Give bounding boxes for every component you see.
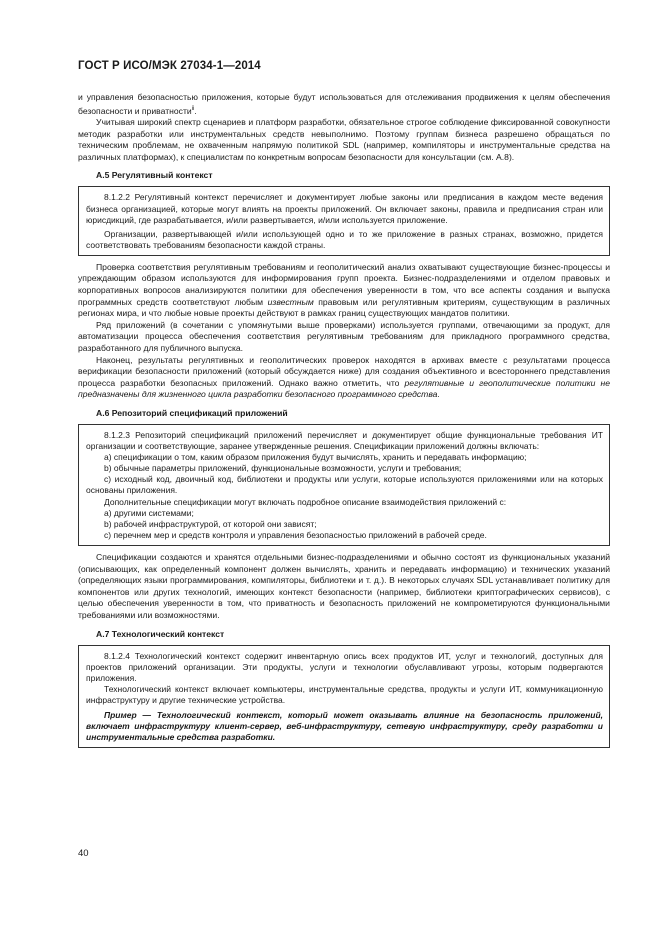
page-header: ГОСТ Р ИСО/МЭК 27034-1—2014 [78, 60, 261, 72]
list-item: a) другими системами; [104, 507, 194, 518]
list-item: c) перечнем мер и средств контроля и управления безопасностью приложений в рабочей среде. [104, 529, 487, 540]
section-heading-a7: А.7 Технологический контекст [96, 628, 225, 639]
list-item: c) исходный код, двоичный код, библиотеки и продукты или услуги, которые используются приложениями или на которых основаны приложения. [86, 474, 603, 496]
box-paragraph: Дополнительные спецификации могут включать подробное описание взаимодействия приложений с: [104, 496, 507, 507]
list-item: a) спецификации о том, каким образом приложения будут вычислять, хранить и передавать информацию; [104, 452, 527, 463]
box-paragraph: 8.1.2.2 Регулятивный контекст перечисляет и документирует любые законы или предписания в каждом месте ведения бизнеса организацией, которые могут влиять на проекты приложений. Он включает законы, правила и предписания стран или юрисдикций, где разрабатывается, и/или развертывается, и/или используется приложение. [86, 192, 603, 225]
page-content [78, 92, 610, 754]
box-paragraph: 8.1.2.4 Технологический контекст содержит инвентарную опись всех продуктов ИТ, услуг и технологий, доступных для проектов приложений организации. Эти продукты, услуги и технологии обуславливают угрозы, которым подвергаются приложения. [86, 650, 603, 683]
box-paragraph: Технологический контекст включает компьютеры, инструментальные средства, продукты и услуги ИТ, коммуникационную инфраструктуру и другие технические устройства. [86, 683, 603, 705]
paragraph: Учитывая широкий спектр сценариев и платформ разработки, обязательное строгое соблюдение фиксированной совокупности методик разработки или инструментальных средств невыполнимо. Поэтому группам бизнеса разрешено обращаться по техническим проблемам, не охваченным напрямую политикой SDL (например, компиляторы и инструментальные средства на различных платформах), к специалистам по конкретным вопросам безопасности для консультации (см. А.8). [78, 117, 610, 162]
box-paragraph: 8.1.2.3 Репозиторий спецификаций приложений перечисляет и документирует общие функциональные требования ИТ организации и соответствующие, заранее утвержденные решения. Спецификации приложений должны включать: [86, 430, 603, 452]
paragraph: и управления безопасностью приложения, которые будут использоваться для отслеживания продвижения к целям обеспечения безопасности и приватности$^{ii}$. [78, 92, 610, 116]
list-item: b) обычные параметры приложений, функциональные возможности, услуги и требования; [104, 463, 462, 474]
page-number: 40 [78, 848, 89, 859]
list-item: b) рабочей инфраструктурой, от которой они зависят; [104, 518, 317, 529]
paragraph: Проверка соответствия регулятивным требованиям и геополитический анализ охватывают существующие бизнес-процессы и упреждающим образом используются для информирования групп проекта. Бизнес-подразделениями и отделом правовых и корпоративных вопросов анализируются политики для обеспечения уверенности в том, что все аспекты создания и выпуска программных средств соответствуют любым известным правовым или регулятивным критериям, существующим в различных регионах мира, и что любые новые проекты действуют в рамках границ существующих мандатов политики. [78, 261, 611, 319]
paragraph: Ряд приложений (в сочетании с упомянутыми выше проверками) используется группами, отвечающими за продукт, для автоматизации процесса обеспечения соответствия регулятивным требованиям для прикладного программного средства, разработанного для публичного выпуска. [78, 319, 610, 354]
requirement-box-a7 [78, 645, 610, 749]
box-paragraph: Организации, развертывающей и/или использующей одно и то же приложение в разных странах, возможно, придется соответствовать требованиям безопасности каждой страны. [86, 228, 603, 250]
section-heading-a6: А.6 Репозиторий спецификаций приложений [96, 408, 288, 419]
requirement-box-a6 [78, 424, 610, 546]
requirement-box-a5 [78, 186, 610, 255]
section-heading-a5: А.5 Регулятивный контекст [96, 170, 213, 181]
paragraph: Спецификации создаются и хранятся отдельными бизнес-подразделениями и обычно состоят из функциональных указаний (описывающих, как определенный компонент должен вычислять, хранить и передавать информацию) и технических указаний (определяющих языки программирования, компиляторы, библиотеки и т. д.). В некоторых случаях SDL устанавливает политику для компонентов или других технологий, имеющих контекст безопасности (например, библиотеки криптографических сервисов), с целью обеспечения уверенности в том, что приватность и безопасность приложений не компрометируются функциональными требованиями или возможностями. [78, 551, 610, 620]
paragraph: Наконец, результаты регулятивных и геополитических проверок находятся в архивах вместе с результатами процесса верификации безопасности приложений (который обсуждается ниже) для создания объективного и всестороннего представления процесса разработки безопасных приложений. Однако важно отметить, что регулятивные и геополитические политики не предназначены для жизненного цикла разработки безопасного программного средства. [78, 354, 610, 400]
example-paragraph: Пример — Технологический контекст, который может оказывать влияние на безопасность приложений, включает инфраструктуру клиент-сервер, веб-инфраструктуру, сетевую инфраструктуру, среду разработки и инструментальные средства разработки. [86, 709, 603, 743]
